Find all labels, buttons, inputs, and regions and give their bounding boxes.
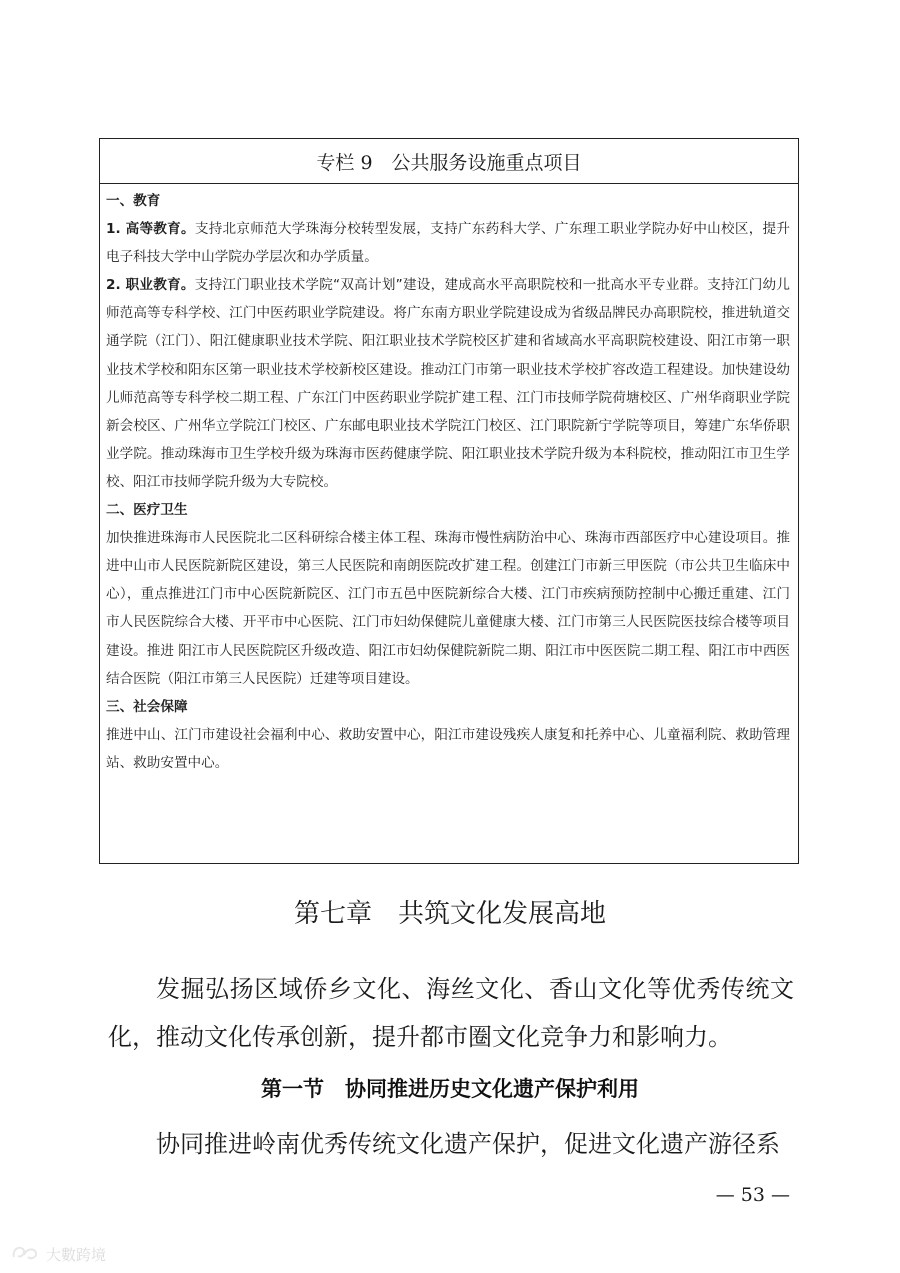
- paragraph-lead: 1. 高等教育。: [106, 221, 195, 238]
- paragraph-text: 支持北京师范大学珠海分校转型发展，支持广东药科大学、广东理工职业学院办好中山校区，提升电子科技大学中山学院办学层次和办学质量。: [106, 221, 790, 266]
- section-heading-education: 一、教育: [106, 193, 161, 209]
- section-heading-social-security: 三、社会保障: [106, 698, 188, 715]
- section-title: 第一节 协同推进历史文化遗产保护利用: [261, 1077, 639, 1101]
- chapter-title: 第七章 共筑文化发展高地: [293, 899, 606, 929]
- watermark-text: 大數跨境: [46, 1245, 107, 1264]
- section-paragraph: 协同推进岭南优秀传统文化遗产保护，促进文化遗产游径系: [156, 1130, 780, 1158]
- health-paragraph: 加快推进珠海市人民医院北二区科研综合楼主体工程、珠海市慢性病防治中心、珠海市西部医疗中心建设项目。推进中山市人民医院新院区建设，第三人民医院和南朗医院改扩建工程。创建江门市新三甲医院（市公共卫生临床中心），重点推进江门市中心医院新院区、江门市五邑中医院新综合大楼、江门市疾病预防控制中心搬迁重建、江门市人民医院综合大楼、开平市中心医院、江门市妇幼保健院儿童健康大楼、江门市第三人民医院医技综合楼等项目建设。推进 阳江市人民医院院区升级改造、阳江市妇幼保健院新院二期、阳江市中医医院二期工程、阳江市中西医结合医院（阳江市第三人民医院）迁建等项目建设。: [106, 530, 791, 687]
- box-body: [100, 184, 798, 777]
- watermark: [10, 1241, 106, 1267]
- education-paragraph-vocational: [106, 271, 790, 496]
- education-paragraph-higher: [106, 215, 790, 271]
- page-number: — 53 —: [715, 1184, 790, 1206]
- paragraph-text: 支持江门职业技术学院“双高计划”建设，建成高水平高职院校和一批高水平专业群。支持江门幼儿师范高等专科学校、江门中医药职业学院建设。将广东南方职业学院建设成为省级品牌民办高职院校，推进轨道交通学院（江门）、阳江健康职业技术学院、阳江职业技术学院校区扩建和省域高水平高职院校建设、阳江市第一职业技术学校和阳东区第一职业技术学校新校区建设。推动江门市第一职业技术学校扩容改造工程建设。加快建设幼儿师范高等专科学校二期工程、广东江门中医药职业学院扩建工程、江门市技师学院荷塘校区、广州华商职业学院新会校区、广州华立学院江门校区、广东邮电职业技术学院江门校区、江门职院新宁学院等项目，筹建广东华侨职业学院。推动珠海市卫生学校升级为珠海市医药健康学院、阳江职业技术学院升级为本科院校，推动阳江市卫生学校、阳江市技师学院升级为大专院校。: [106, 277, 790, 490]
- feature-box: [99, 138, 799, 864]
- social-security-paragraph: 推进中山、江门市建设社会福利中心、救助安置中心，阳江市建设残疾人康复和托养中心、儿童福利院、救助管理站、救助安置中心。: [106, 726, 790, 771]
- intro-paragraph: 发掘弘扬区域侨乡文化、海丝文化、香山文化等优秀传统文化，推动文化传承创新，提升都市圈文化竞争力和影响力。: [108, 975, 794, 1051]
- box-title: 专栏 9 公共服务设施重点项目: [100, 139, 798, 184]
- section-heading-health: 二、医疗卫生: [106, 502, 188, 519]
- logo-icon: [10, 1241, 40, 1267]
- paragraph-lead: 2. 职业教育。: [106, 277, 195, 294]
